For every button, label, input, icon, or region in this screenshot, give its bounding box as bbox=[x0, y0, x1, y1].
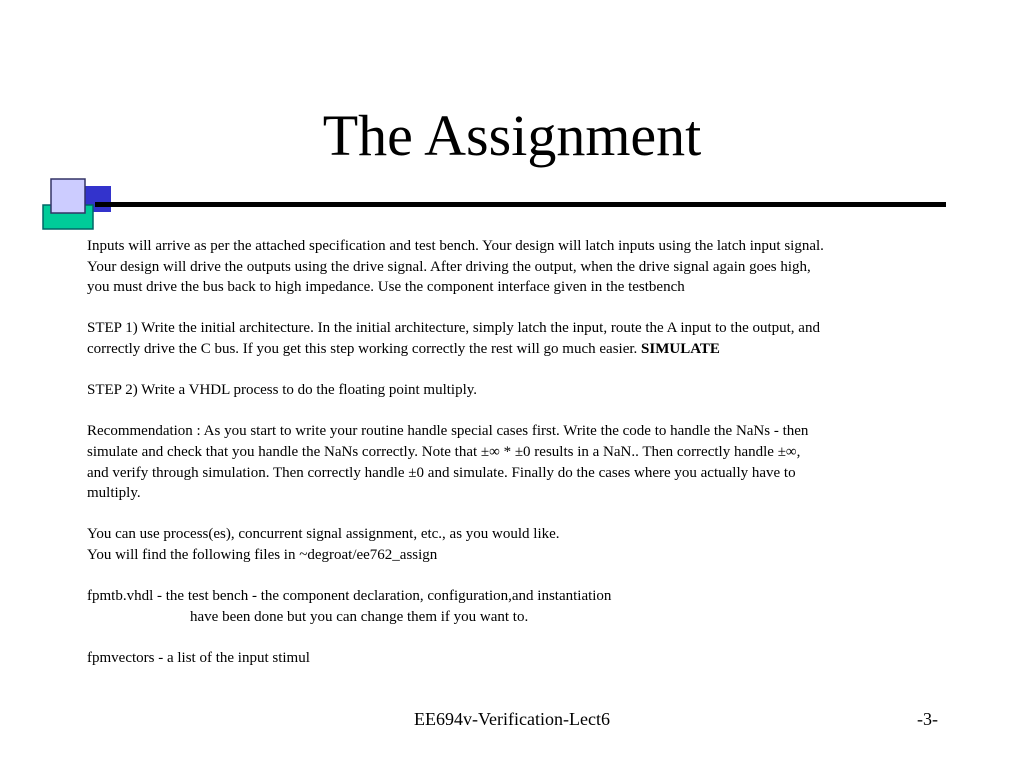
paragraph-step-2 bbox=[87, 380, 967, 401]
text-line bbox=[87, 339, 967, 360]
text-line: fpmtb.vhdl - the test bench - the component declaration, configuration,and instantiation bbox=[87, 588, 612, 605]
text-line: fpmvectors - a list of the input stimul bbox=[87, 649, 310, 666]
simulate-emphasis: SIMULATE bbox=[641, 340, 720, 357]
text-line: You can use process(es), concurrent signal assignment, etc., as you would like. bbox=[87, 526, 560, 543]
text-line: simulate and check that you handle the NaNs correctly. Note that ±∞ * ±0 results in a NaN.. Then correctly handle ±∞, bbox=[87, 443, 801, 460]
paragraph-file-testbench bbox=[87, 586, 967, 627]
text-line: You will find the following files in ~degroat/ee762_assign bbox=[87, 546, 438, 563]
paragraph-recommendation bbox=[87, 421, 967, 503]
text-line: and verify through simulation. Then correctly handle ±0 and simulate. Finally do the cases where you actually have to bbox=[87, 464, 796, 481]
text-line: have been done but you can change them if you want to. bbox=[190, 608, 529, 625]
paragraph-file-vectors bbox=[87, 648, 967, 669]
text-line: STEP 1) Write the initial architecture. In the initial architecture, simply latch the input, route the A input to the output, and bbox=[87, 320, 820, 337]
text-line: Recommendation : As you start to write your routine handle special cases first. Write the code to handle the NaNs - then bbox=[87, 423, 809, 440]
title-underline-rule bbox=[95, 202, 946, 207]
text-line: multiply. bbox=[87, 485, 141, 502]
paragraph-process-note bbox=[87, 524, 967, 565]
paragraph-step-1 bbox=[87, 318, 967, 359]
text-line: you must drive the bus back to high impedance. Use the component interface given in the testbench bbox=[87, 279, 685, 296]
footer-lecture-name: EE694v-Verification-Lect6 bbox=[414, 709, 610, 729]
slide-title: The Assignment bbox=[322, 103, 702, 168]
slide-body bbox=[87, 236, 967, 668]
text-segment: correctly drive the C bus. If you get this step working correctly the rest will go much easier. bbox=[87, 340, 642, 357]
text-line: Inputs will arrive as per the attached specification and test bench. Your design will latch inputs using the latch input signal. bbox=[87, 238, 824, 254]
decor-square-lavender bbox=[51, 179, 85, 213]
footer-page-number: -3- bbox=[917, 709, 938, 729]
text-line: STEP 2) Write a VHDL process to do the floating point multiply. bbox=[87, 382, 478, 399]
paragraph-intro bbox=[87, 236, 967, 298]
text-line: Your design will drive the outputs using the drive signal. After driving the output, when the drive signal again goes high, bbox=[87, 258, 811, 275]
